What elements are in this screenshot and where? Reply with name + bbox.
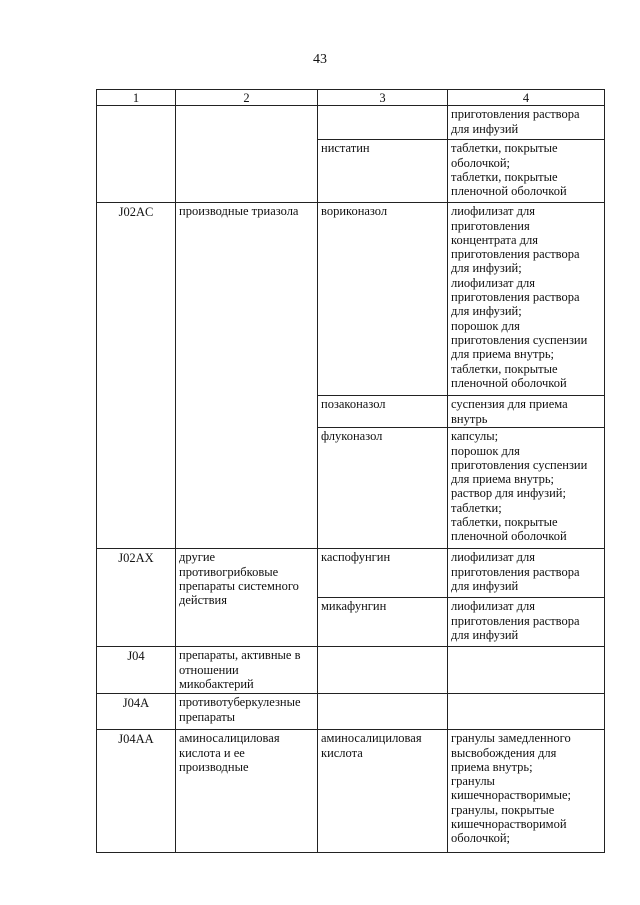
drug-name-cell: флуконазол [318, 428, 448, 549]
column-header-2: 2 [176, 90, 318, 106]
column-header-3: 3 [318, 90, 448, 106]
dosage-forms-cell [448, 549, 605, 598]
dosage-form-line: гранулы, покрытые [451, 802, 555, 817]
dosage-form-line: для приема внутрь; [451, 347, 555, 362]
dosage-forms-cell [448, 428, 605, 549]
dosage-form-line: кишечнорастворимые; [451, 788, 571, 803]
atc-code-cell: J02AC [97, 203, 176, 549]
dosage-form-line: приготовления раствора [451, 247, 580, 262]
dosage-form-line: приготовления суспензии [451, 457, 588, 472]
header-row [97, 90, 605, 106]
drug-name-cell: аминосалициловая кислота [318, 730, 448, 853]
dosage-form-line: пленочной оболочкой [451, 184, 567, 199]
dosage-form-line: высвобождения для [451, 745, 557, 760]
dosage-form-line: гранулы замедленного [451, 731, 571, 746]
dosage-form-line: оболочкой; [451, 155, 510, 170]
dosage-form-line: приема внутрь; [451, 759, 533, 774]
dosage-form-line: кишечнорастворимой [451, 817, 567, 832]
drug-name-cell: нистатин [318, 140, 448, 203]
dosage-form-line: таблетки, покрытые [451, 515, 558, 530]
atc-code-cell: J04A [97, 694, 176, 730]
dosage-form-line: лиофилизат для [451, 204, 535, 219]
dosage-form-line: для приема внутрь; [451, 472, 555, 487]
dosage-form-line: пленочной оболочкой [451, 529, 567, 544]
atc-code-cell [97, 106, 176, 203]
table-row [97, 203, 605, 396]
dosage-forms-cell [448, 106, 605, 140]
drug-name-cell: микафунгин [318, 598, 448, 647]
dosage-form-line: лиофилизат для [451, 599, 535, 614]
dosage-form-line: приготовления [451, 218, 530, 233]
column-header-1: 1 [97, 90, 176, 106]
dosage-form-line: таблетки, покрытые [451, 361, 558, 376]
dosage-form-line: гранулы [451, 774, 495, 789]
drug-name-cell [318, 106, 448, 140]
dosage-form-line: оболочкой; [451, 831, 510, 846]
atc-code-cell: J02AX [97, 549, 176, 647]
dosage-form-line: раствор для инфузий; [451, 486, 566, 501]
drug-name-cell: каспофунгин [318, 549, 448, 598]
group-name-cell: другие противогрибковые препараты системного действия [176, 549, 318, 647]
atc-code-cell: J04AA [97, 730, 176, 853]
dosage-form-line: для инфузий [451, 121, 519, 136]
dosage-form-line: лиофилизат для [451, 550, 535, 565]
dosage-forms-cell [448, 647, 605, 694]
atc-code-cell: J04 [97, 647, 176, 694]
group-name-cell: препараты, активные в отношении микобактерий [176, 647, 318, 694]
group-name-cell [176, 106, 318, 203]
dosage-form-line: приготовления раствора [451, 107, 580, 122]
dosage-form-line: лиофилизат для [451, 275, 535, 290]
dosage-forms-cell [448, 730, 605, 853]
dosage-form-line: для инфузий [451, 627, 519, 642]
table-row [97, 106, 605, 140]
table-row [97, 549, 605, 598]
drug-name-cell: позаконазол [318, 396, 448, 428]
group-name-cell: противотуберкулезные препараты [176, 694, 318, 730]
group-name-cell: производные триазола [176, 203, 318, 549]
dosage-forms-cell [448, 598, 605, 647]
dosage-form-line: порошок для [451, 443, 520, 458]
dosage-forms-cell [448, 396, 605, 428]
drug-name-cell [318, 694, 448, 730]
drug-table [96, 89, 605, 853]
dosage-forms-cell [448, 694, 605, 730]
table-row [97, 647, 605, 694]
dosage-forms-cell [448, 203, 605, 396]
dosage-form-line: приготовления раствора [451, 613, 580, 628]
dosage-form-line: приготовления суспензии [451, 332, 588, 347]
dosage-form-line: приготовления раствора [451, 564, 580, 579]
table-row [97, 694, 605, 730]
drug-name-cell: вориконазол [318, 203, 448, 396]
table-body [97, 106, 605, 853]
page-number: 43 [313, 52, 327, 67]
dosage-form-line: порошок для [451, 318, 520, 333]
dosage-form-line: пленочной оболочкой [451, 375, 567, 390]
column-header-4: 4 [448, 90, 605, 106]
dosage-form-line: суспензия для приема [451, 397, 568, 412]
dosage-form-line: таблетки, покрытые [451, 169, 558, 184]
dosage-forms-cell [448, 140, 605, 203]
group-name-cell: аминосалициловая кислота и ее производные [176, 730, 318, 853]
dosage-form-line: таблетки; [451, 500, 502, 515]
dosage-form-line: для инфузий [451, 578, 519, 593]
dosage-form-line: внутрь [451, 411, 488, 426]
dosage-form-line: для инфузий; [451, 304, 522, 319]
dosage-form-line: для инфузий; [451, 261, 522, 276]
table-row [97, 730, 605, 853]
dosage-form-line: концентрата для [451, 232, 539, 247]
dosage-form-line: капсулы; [451, 429, 499, 444]
dosage-form-line: таблетки, покрытые [451, 141, 558, 156]
dosage-form-line: приготовления раствора [451, 290, 580, 305]
drug-name-cell [318, 647, 448, 694]
